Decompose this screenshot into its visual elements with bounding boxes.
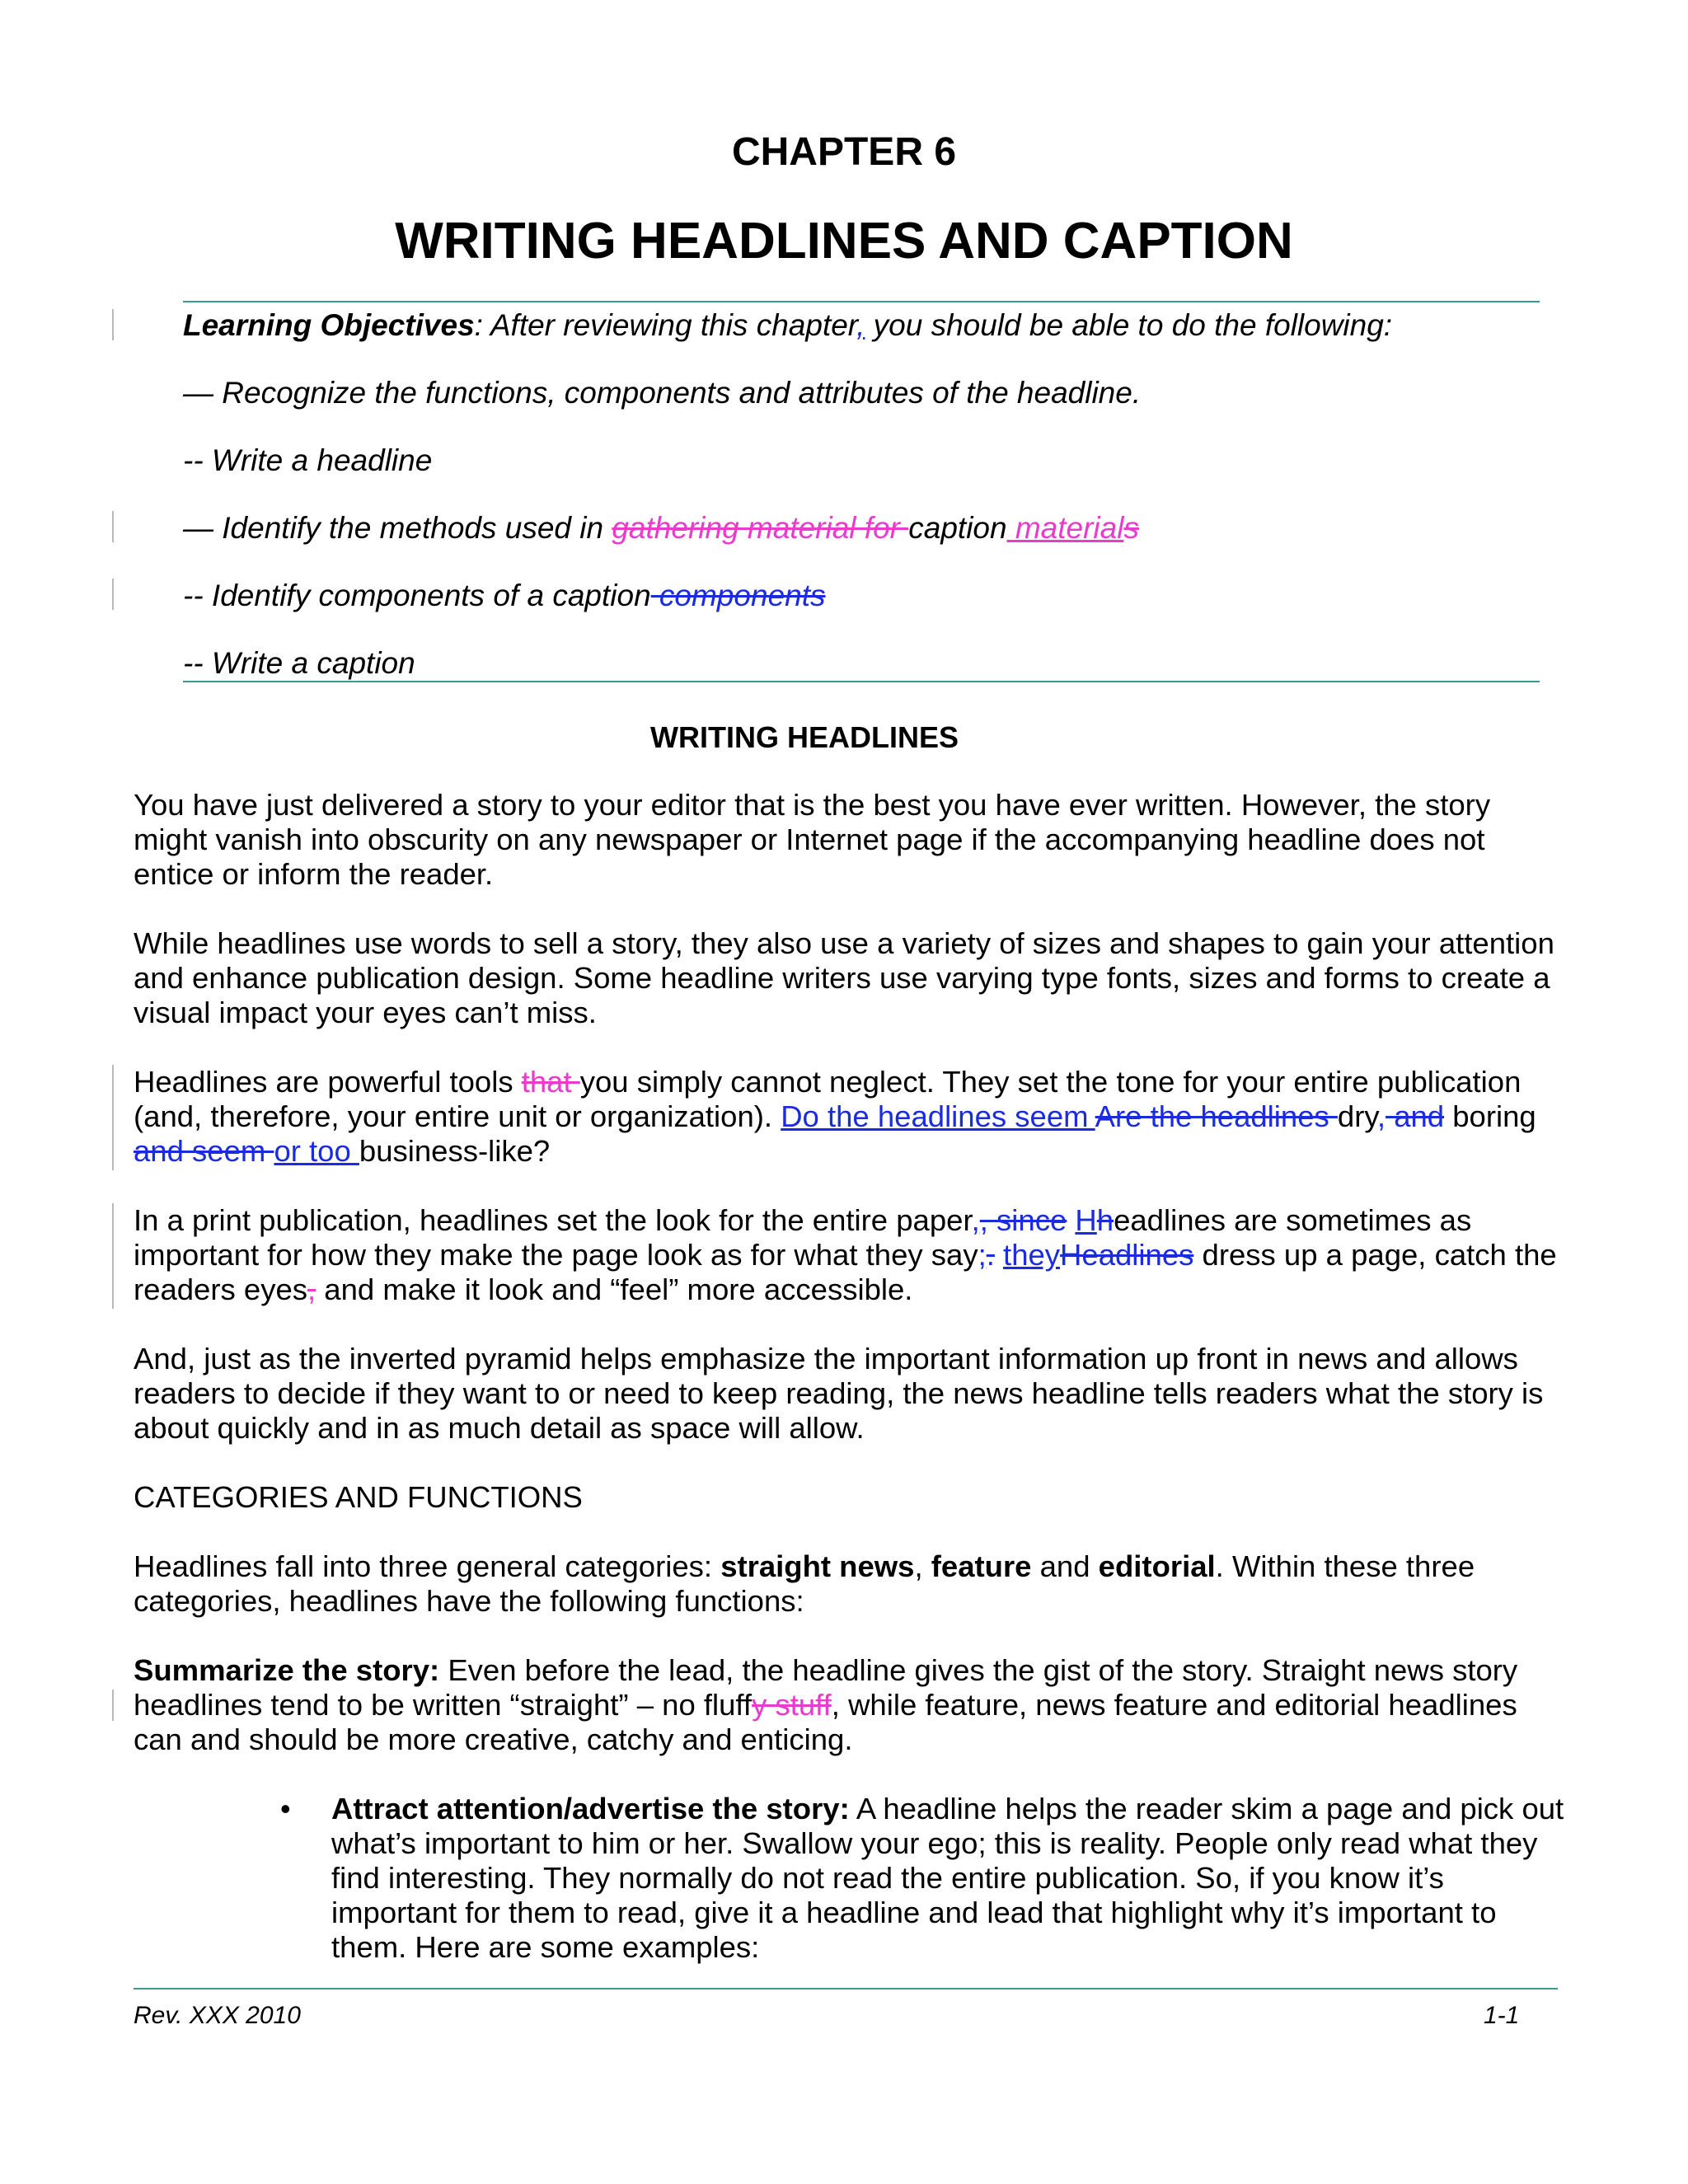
objectives-top-rule <box>183 301 1540 302</box>
deleted-text: and <box>1386 1099 1445 1133</box>
bold-text: feature <box>931 1549 1032 1583</box>
objectives-label: Learning Objectives <box>183 308 475 342</box>
objective-item: -- Write a headline <box>183 443 433 477</box>
chapter-number: CHAPTER 6 <box>731 130 957 174</box>
inserted-text: they <box>1003 1238 1061 1272</box>
text-run: you simply cannot neglect. They set the tone for your entire publication (and, therefore, your entire unit or organization). <box>134 1065 1522 1133</box>
paragraph-1: You have just delivered a story to your editor that is the best you have ever written. However, the story might vanish into obscurity on any newspaper or Internet page if the accompanying headline does not entice or inform the reader. <box>134 788 1491 891</box>
bold-text: Attract attention/advertise the story: <box>331 1792 850 1825</box>
inserted-text: material <box>1006 511 1124 545</box>
objective-item <box>183 577 826 615</box>
text-run <box>1067 1203 1075 1237</box>
inserted-text: , <box>971 1203 980 1237</box>
text-run: Even before the lead, the headline gives the gist of the story. Straight news story headlines tend to be written “straight” – no fluff <box>134 1653 1518 1722</box>
chapter-title: WRITING HEADLINES AND CAPTION <box>395 213 1293 269</box>
change-bar <box>112 511 114 542</box>
change-bar <box>112 309 114 340</box>
deleted-text: and seem <box>134 1134 274 1168</box>
objectives-intro <box>183 307 1392 344</box>
objectives-intro-text: : After reviewing this chapter <box>474 308 857 342</box>
deleted-text: y stuff <box>752 1688 832 1722</box>
text-run: boring <box>1444 1099 1536 1133</box>
deleted-text: , since <box>979 1203 1067 1237</box>
change-bar <box>112 1203 114 1309</box>
paragraph-7 <box>134 1549 1568 1619</box>
paragraph-8 <box>134 1653 1568 1757</box>
objective-text: — Identify the methods used in <box>183 511 612 545</box>
section-heading: WRITING HEADLINES <box>650 720 959 754</box>
text-run: . Within these three categories, headlines have the following functions: <box>134 1549 1475 1618</box>
text-run: dry <box>1337 1099 1377 1133</box>
bullet-item <box>331 1792 1568 1965</box>
footer-revision: Rev. XXX 2010 <box>134 2002 301 2029</box>
text-run: In a print publication, headlines set the look for the entire paper <box>134 1203 972 1237</box>
inserted-text: Do the headlines seem <box>781 1099 1095 1133</box>
deleted-text: Are the headlines <box>1095 1099 1338 1133</box>
objectives-bottom-rule <box>183 681 1540 682</box>
text-run: eadlines are sometimes as important for how they make the page look as for what they say <box>134 1203 1472 1272</box>
inserted-text: ; <box>978 1238 987 1272</box>
deleted-text: s <box>1123 511 1139 545</box>
inserted-text: H <box>1075 1203 1097 1237</box>
text-run: , <box>914 1549 931 1583</box>
paragraph-5: And, just as the inverted pyramid helps emphasize the important information up front in news and allows readers to decide if they want to or need to keep reading, the news headline tells readers what the story is about quickly and in as much detail as space will allow. <box>134 1342 1544 1445</box>
bold-text: editorial <box>1098 1549 1216 1583</box>
change-bar <box>112 579 114 610</box>
objectives-intro-text-end: you should be able to do the following: <box>865 308 1393 342</box>
objective-item: -- Write a caption <box>183 646 415 680</box>
objective-item: — Recognize the functions, components and attributes of the headline. <box>183 376 1142 410</box>
objective-item <box>183 509 1139 547</box>
text-run: , while feature, news feature and editorial headlines can and should be more creative, catchy and enticing. <box>134 1688 1517 1756</box>
text-run: business-like? <box>359 1134 551 1168</box>
text-run: dress up a page, catch the readers eyes <box>134 1238 1557 1306</box>
deleted-text: h <box>1096 1203 1114 1237</box>
deleted-text: Headlines <box>1060 1238 1194 1272</box>
bold-text: Summarize the story: <box>134 1653 440 1687</box>
objective-text: caption <box>908 511 1007 545</box>
deleted-text: that <box>521 1065 580 1099</box>
paragraph-4 <box>134 1203 1568 1307</box>
text-run: and make it look and “feel” more accessible. <box>316 1272 913 1306</box>
bold-text: straight news <box>720 1549 915 1583</box>
text-run: Headlines fall into three general categories: <box>134 1549 721 1583</box>
deleted-text: gathering material for <box>612 511 909 545</box>
bullet-marker: • <box>280 1792 291 1825</box>
page-number: 1-1 <box>1484 2002 1520 2029</box>
paragraph-3 <box>134 1065 1568 1169</box>
inserted-text: , <box>1376 1099 1386 1133</box>
objective-text: -- Identify components of a caption <box>183 579 651 612</box>
paragraph-2: While headlines use words to sell a story, they also use a variety of sizes and shapes to gain your attention and enhance publication design. Some headline writers use varying type fonts, sizes and forms to create a visual impact your eyes can’t miss. <box>134 926 1554 1029</box>
deleted-text: components <box>650 579 826 612</box>
text-run: A headline helps the reader skim a page and pick out what’s important to him or her. Swallow your ego; this is reality. People only read what they find interesting. They normally do not read the entire publication. So, if you know it’s important for them to read, give it a headline and lead that highlight why it’s important to them. Here are some examples: <box>331 1792 1564 1964</box>
change-bar <box>112 1690 114 1721</box>
text-run: and <box>1031 1549 1099 1583</box>
subsection-heading: CATEGORIES AND FUNCTIONS <box>134 1480 583 1514</box>
inserted-text: or too <box>274 1134 359 1168</box>
deleted-text: , <box>307 1272 316 1306</box>
text-run: Headlines are powerful tools <box>134 1065 522 1099</box>
footer-rule <box>134 1988 1558 1990</box>
text-run <box>995 1238 1003 1272</box>
change-bar <box>112 1065 114 1170</box>
deleted-text: . <box>986 1238 995 1272</box>
inserted-text: , <box>856 308 865 342</box>
